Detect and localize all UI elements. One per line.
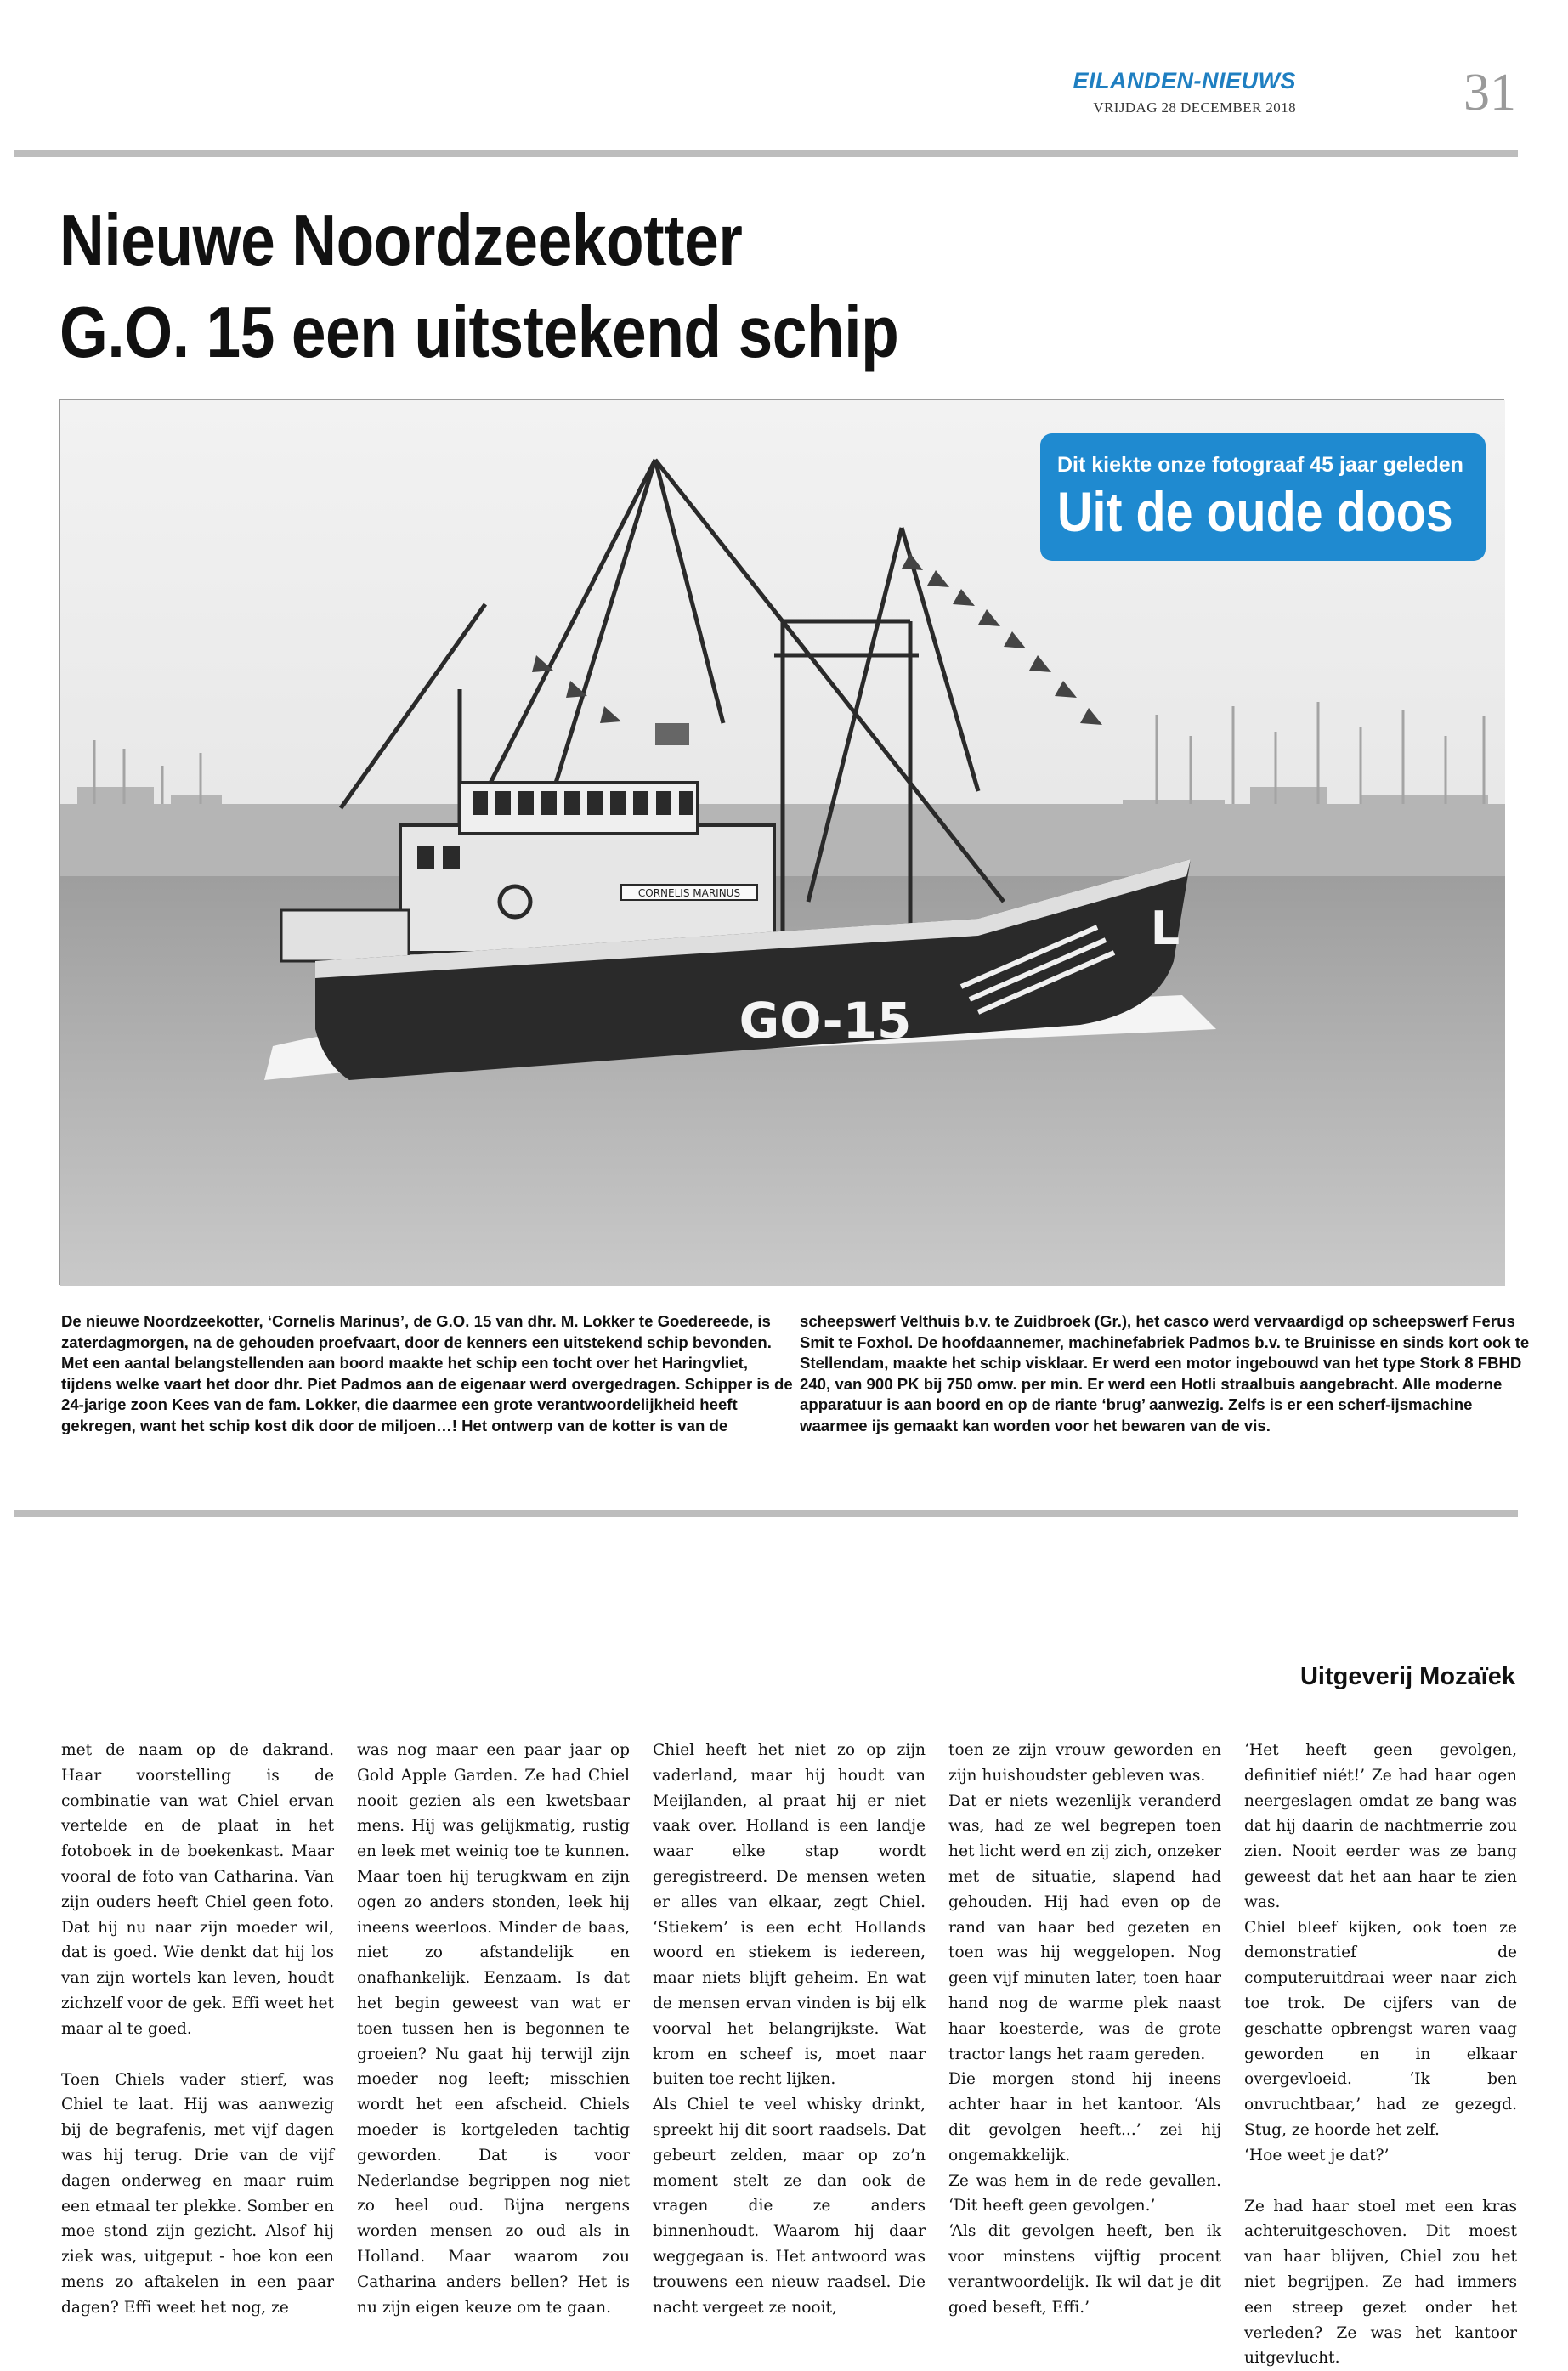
badge-title: Uit de oude doos [1057,480,1453,543]
section-divider [14,1510,1518,1517]
page-number: 31 [1463,64,1516,122]
publisher-credit: Uitgeverij Mozaïek [1299,1663,1515,1690]
nameplate: CORNELIS MARINUS [637,887,741,899]
photo-caption-right: scheepswerf Velthuis b.v. te Zuidbroek (Gr.), het casco werd vervaardigd op scheepswerf Ferus Smit te Foxhol. De hoofdaannemer, machinefabriek Padmos b.v. te Bruinisse en sinds kort ook te Stellendam, maakte het schip visklaar. Er werd een motor ingebouwd van het type Stork 8 FBHD 240, van 900 PK bij 750 omw. per min. Er werd een Hotli straalbuis aangebracht. Alle moderne apparatuur is aan boord en op de riante ‘brug’ aanwezig. Zelfs is er een scherf-ijsmachine waarmee ijs gemaakt kan worden voor het bewaren van de vis. [800,1312,1530,1434]
story-paragraph: Ze had haar stoel met een kras achteruitgeschoven. Dit moest van haar blijven, Chiel zou het niet begrijpen. Ze had immers een streep gezet onder het verleden? Ze was het kantoor uitgevlucht. [1244,2197,1517,2368]
newspaper-brand: EILANDEN-NIEUWS [1073,68,1296,93]
story-paragraph: was nog maar een paar jaar op Gold Apple Garden. Ze had Chiel nooit gezien als een kwetsbaar mens. Hij was gelijkmatig, rustig en leek met weinig toe te kunnen. Maar toen hij terugkwam en zijn ogen zo anders stonden, leek hij ineens weerloos. Minder de baas, niet zo afstandelijk en onafhankelijk. Eenzaam. Is dat het begin geweest van wat er toen tussen hen is begonnen te groeien? Nu gaat hij terwijl zijn moeder nog leeft; misschien wordt het een afscheid. Chiels moeder is kortgeleden tachtig geworden. Dat is voor Nederlandse begrippen nog niet zo heel oud. Bijna nergens worden mensen zo oud als in Holland. Maar waarom zou Catharina anders bellen? Het is nu zijn eigen keuze om te gaan. [357,1741,630,2317]
story-column-3 [653,1738,926,2320]
story-column-5 [1244,1738,1517,2371]
article-headline [59,195,1083,379]
hull-marking: GO-15 [739,992,912,1050]
story-column-4 [948,1738,1221,2320]
story-paragraph: Chiel heeft het niet zo op zijn vaderland, maar hij houdt van Meijlanden, al praat hij er niet vaak over. Holland is een landje waar elke stap wordt geregistreerd. De mensen weten er alles van elkaar, zegt Chiel. ‘Stiekem’ is een echt Hollands woord en stiekem is iedereen, maar niets blijft geheim. En wat de mensen ervan vinden is bij elk voorval het belangrijkste. Wat krom en scheef is, moet naar buiten toe recht lijken. Als Chiel te veel whisky drinkt, spreekt hij dit soort raadsels. Dat gebeurt zelden, maar op zo’n moment stelt ze dan ook de vragen die ze anders binnenhoudt. Waarom hij daar weggegaan is. Het antwoord was trouwens een nieuw raadsel. Die nacht vergeet ze nooit, [653,1741,926,2317]
headline-line-1: Nieuwe Noordzeekotter [59,201,743,281]
photo-caption-left: De nieuwe Noordzeekotter, ‘Cornelis Marinus’, de G.O. 15 van dhr. M. Lokker te Goedereede, is zaterdagmorgen, na de gehouden proefvaart, door de kenners een uitstekend schip bevonden. Met een aantal belangstellenden aan boord maakte het schip een tocht over het Haringvliet, tijdens welke vaart het door dhr. Piet Padmos aan de eigenaar werd overgedragen. Schipper is de 24-jarige zoon Kees van de fam. Lokker, die daarmee een grote verantwoordelijkheid heeft gekregen, want het schip kost dik door de miljoen…! Het ontwerp van de kotter is van de [61,1312,793,1434]
archive-badge [1040,433,1486,561]
headline-line-2: G.O. 15 een uitstekend schip [59,292,899,373]
bow-letter: L [1150,902,1180,955]
story-paragraph: toen ze zijn vrouw geworden en zijn huishoudster gebleven was. Dat er niets wezenlijk veranderd was, had ze wel begrepen toen het licht werd en zij zich, onzeker met de situatie, slapend had gehouden. Hij had even op de rand van haar bed gezeten en toen was hij weggelopen. Nog geen vijf minuten later, toen haar hand nog de warme plek naast haar koesterde, was de grote tractor langs het raam gereden. Die morgen stond hij ineens achter haar in het kantoor. ‘Als dit gevolgen heeft...’ zei hij ongemakkelijk. Ze was hem in de rede gevallen. ‘Dit heeft geen gevolgen.’ ‘Als dit gevolgen heeft, ben ik voor minstens vijftig procent verantwoordelijk. Ik wil dat je dit goed beseft, Effi.’ [948,1741,1221,2317]
masthead [1073,68,1297,116]
story-paragraph: ‘Het heeft geen gevolgen, definitief niét!’ Ze had haar ogen neergeslagen omdat ze bang was dat hij daarin de nachtmerrie zou zien. Nooit eerder was ze bang geweest dat het aan haar te zien was. Chiel bleef kijken, ook toen ze demonstratief de computeruitdraai weer naar zich toe trok. De cijfers van de geschatte opbrengst waren vaag geworden en in elkaar overgevloeid. ‘Ik ben onvruchtbaar,’ had ze gezegd. Stug, ze hoorde het zelf. ‘Hoe weet je dat?’ [1244,1741,1517,2164]
badge-kicker: Dit kiekte onze fotograaf 45 jaar geleden [1057,453,1463,477]
story-column-2 [357,1738,630,2320]
top-divider [14,150,1518,157]
story-paragraph: met de naam op de dakrand. Haar voorstelling is de combinatie van wat Chiel ervan vertelde en de plaat in het fotoboek in de boekenkast. Maar vooral de foto van Catharina. Van zijn ouders heeft Chiel geen foto. Dat hij nu naar zijn moeder wil, dat is goed. Wie denkt dat hij los van zijn wortels kan leven, houdt zichzelf voor de gek. Effi weet het maar al te goed. [61,1741,334,2038]
issue-date: VRIJDAG 28 DECEMBER 2018 [1093,99,1296,116]
story-column-1 [61,1738,334,2321]
story-paragraph: Toen Chiels vader stierf, was Chiel te laat. Hij was aanwezig bij de begrafenis, met vijf dagen was hij terug. Drie van de vijf dagen onderweg en maar ruim een etmaal ter plekke. Somber en moe stond zijn gezicht. Alsof hij ziek was, uitgeput - hoe kon een mens zo aftakelen in een paar dagen? Effi weet het nog, ze [61,2070,334,2317]
